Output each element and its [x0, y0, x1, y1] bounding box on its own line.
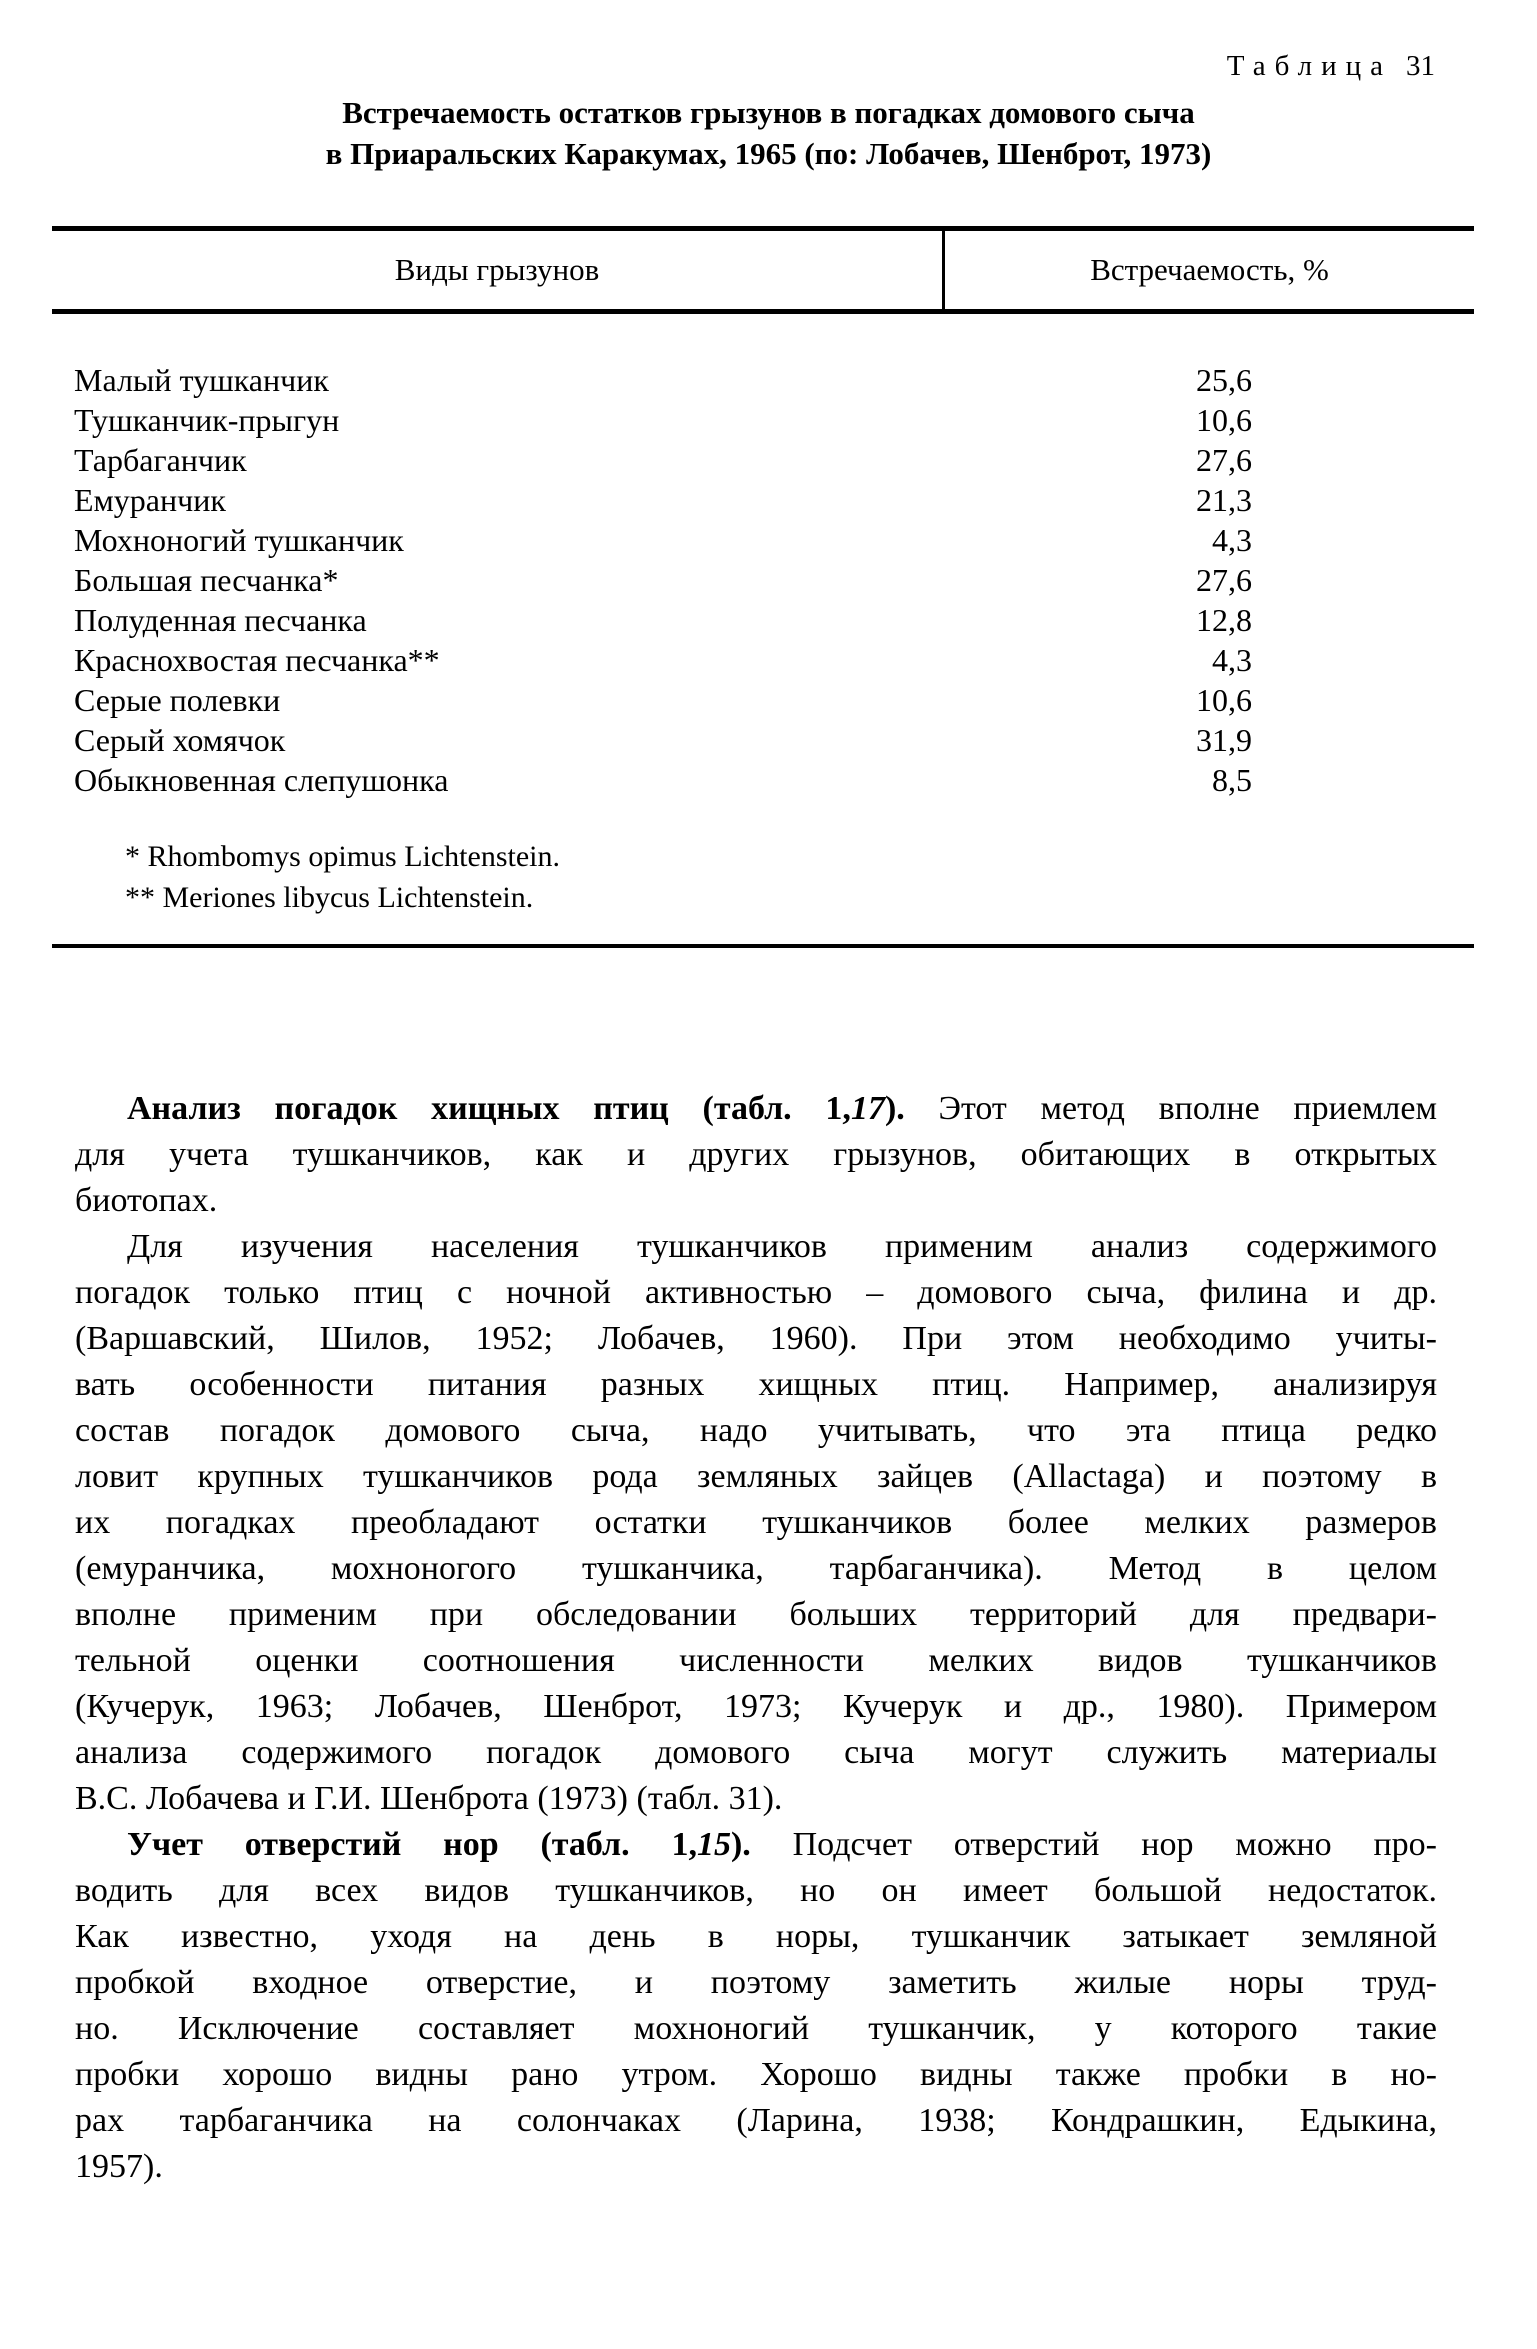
body-text-segment: вать особенности питания разных хищных птиц. Например, анализируя [75, 1366, 1437, 1403]
table-row [52, 440, 1474, 480]
occurrence-value-cell: 8,5 [1212, 762, 1252, 798]
body-line [75, 1132, 1437, 1178]
body-line [75, 1224, 1437, 1270]
occurrence-value-cell: 4,3 [1212, 642, 1252, 678]
column-header-occurrence: Встречаемость, % [1090, 252, 1329, 287]
body-text-segment: состав погадок домового сыча, надо учитывать, что эта птица редко [75, 1412, 1437, 1449]
table-title-line1: Встречаемость остатков грызунов в погадках домового сыча [342, 95, 1195, 130]
body-text-segment: Подсчет отверстий нор можно про- [750, 1826, 1437, 1863]
species-cell: Тарбаганчик [74, 442, 247, 478]
body-text-segment: для учета тушканчиков, как и других грызунов, обитающих в открытых [75, 1136, 1437, 1173]
species-cell: Серый хомячок [74, 722, 286, 758]
species-cell: Емуранчик [74, 482, 226, 518]
occurrence-value-cell: 21,3 [1196, 482, 1252, 518]
body-text-segment: ловит крупных тушканчиков рода земляных зайцев (Allactaga) и поэтому в [75, 1458, 1437, 1495]
table-row [52, 640, 1474, 680]
species-cell: Мохноногий тушканчик [74, 522, 404, 558]
body-text-segment: Этот метод вполне приемлем [904, 1090, 1437, 1127]
table-row [52, 480, 1474, 520]
table-footnotes [52, 836, 1474, 918]
body-text-segment: тельной оценки соотношения численности мелких видов тушканчиков [75, 1642, 1437, 1679]
body-text-segment: 17 [850, 1090, 885, 1127]
body-text-segment: Анализ погадок хищных птиц (табл. 1, [127, 1090, 851, 1127]
table-row [52, 520, 1474, 560]
body-text [0, 1086, 1537, 2190]
table-label-word: Таблица [1226, 50, 1392, 82]
body-text-segment: (Кучерук, 1963; Лобачев, Шенброт, 1973; Кучерук и др., 1980). Примером [75, 1688, 1437, 1725]
body-text-segment: 1957). [75, 2148, 163, 2185]
occurrence-value-cell: 27,6 [1196, 562, 1252, 598]
body-text-segment: анализа содержимого погадок домового сыча могут служить материалы [75, 1734, 1437, 1771]
body-line [75, 1822, 1437, 1868]
occurrence-value-cell: 25,6 [1196, 362, 1252, 398]
table-row [52, 760, 1474, 800]
species-cell: Обыкновенная слепушонка [74, 762, 449, 798]
occurrence-value-cell: 12,8 [1196, 602, 1252, 638]
body-text-segment: водить для всех видов тушканчиков, но он имеет большой недостаток. [75, 1872, 1437, 1909]
body-line [75, 1960, 1437, 2006]
body-line [75, 1408, 1437, 1454]
body-line [75, 1454, 1437, 1500]
body-line [75, 1546, 1437, 1592]
table-row [52, 600, 1474, 640]
occurrence-value-cell: 27,6 [1196, 442, 1252, 478]
species-cell: Краснохвостая песчанка** [74, 642, 440, 678]
column-header-species: Виды грызунов [52, 231, 945, 309]
body-text-segment: ). [884, 1090, 905, 1127]
body-text-segment: вполне применим при обследовании больших территорий для предвари- [75, 1596, 1437, 1633]
table-number-label [0, 50, 1537, 82]
body-text-segment: погадок только птиц с ночной активностью – домового сыча, филина и др. [75, 1274, 1437, 1311]
species-cell: Серые полевки [74, 682, 281, 718]
species-cell: Большая песчанка* [74, 562, 339, 598]
table-title [0, 92, 1537, 174]
table-row [52, 560, 1474, 600]
body-line [75, 1362, 1437, 1408]
occurrence-value-cell: 4,3 [1212, 522, 1252, 558]
species-cell: Полуденная песчанка [74, 602, 367, 638]
species-cell: Тушканчик-прыгун [74, 402, 340, 438]
body-line [75, 1500, 1437, 1546]
body-text-segment: Учет отверстий нор (табл. 1, [127, 1826, 697, 1863]
table-title-line2: в Приаральских Каракумах, 1965 (по: Лобачев, Шенброт, 1973) [325, 136, 1212, 171]
table-row [52, 680, 1474, 720]
body-text-segment: пробки хорошо видны рано утром. Хорошо видны также пробки в но- [75, 2056, 1437, 2093]
table-row [52, 720, 1474, 760]
body-text-segment: Для изучения населения тушканчиков применим анализ содержимого [127, 1228, 1437, 1265]
body-text-segment: рах тарбаганчика на солончаках (Ларина, 1938; Кондрашкин, Едыкина, [75, 2102, 1437, 2139]
data-table [52, 226, 1474, 948]
footnote-1: * Rhombomys opimus Lichtenstein. [125, 840, 560, 873]
table-row [52, 360, 1474, 400]
occurrence-value-cell: 10,6 [1196, 682, 1252, 718]
body-line [75, 2098, 1437, 2144]
body-text-segment: Как известно, уходя на день в норы, тушканчик затыкает земляной [75, 1918, 1437, 1955]
species-cell: Малый тушканчик [74, 362, 329, 398]
body-line [75, 2052, 1437, 2098]
body-line [75, 1316, 1437, 1362]
table-header-row [52, 231, 1474, 309]
body-line [75, 2006, 1437, 2052]
table-rows [52, 314, 1474, 800]
footnote-2: ** Meriones libycus Lichtenstein. [125, 881, 534, 914]
body-text-segment: В.С. Лобачева и Г.И. Шенброта (1973) (табл. 31). [75, 1780, 783, 1817]
body-text-segment: ). [730, 1826, 751, 1863]
body-text-segment: их погадках преобладают остатки тушканчиков более мелких размеров [75, 1504, 1437, 1541]
body-text-segment: биотопах. [75, 1182, 218, 1219]
body-text-segment: пробкой входное отверстие, и поэтому заметить жилые норы труд- [75, 1964, 1437, 2001]
table-bottom-rule [52, 944, 1474, 948]
body-text-segment: но. Исключение составляет мохноногий тушканчик, у которого такие [75, 2010, 1437, 2047]
body-line [75, 1178, 1437, 1224]
body-line [75, 1638, 1437, 1684]
body-line [75, 1776, 1437, 1822]
body-line [75, 1270, 1437, 1316]
table-label-number: 31 [1406, 50, 1435, 82]
body-text-segment: 15 [696, 1826, 731, 1863]
body-line [75, 1592, 1437, 1638]
body-text-segment: (емуранчика, мохноногого тушканчика, тарбаганчика). Метод в целом [75, 1550, 1437, 1587]
body-line [75, 1914, 1437, 1960]
table-row [52, 400, 1474, 440]
body-line [75, 1868, 1437, 1914]
occurrence-value-cell: 10,6 [1196, 402, 1252, 438]
occurrence-value-cell: 31,9 [1196, 722, 1252, 758]
body-line [75, 1086, 1437, 1132]
body-text-segment: (Варшавский, Шилов, 1952; Лобачев, 1960). При этом необходимо учиты- [75, 1320, 1437, 1357]
body-line [75, 1684, 1437, 1730]
body-line [75, 1730, 1437, 1776]
body-line [75, 2144, 1437, 2190]
